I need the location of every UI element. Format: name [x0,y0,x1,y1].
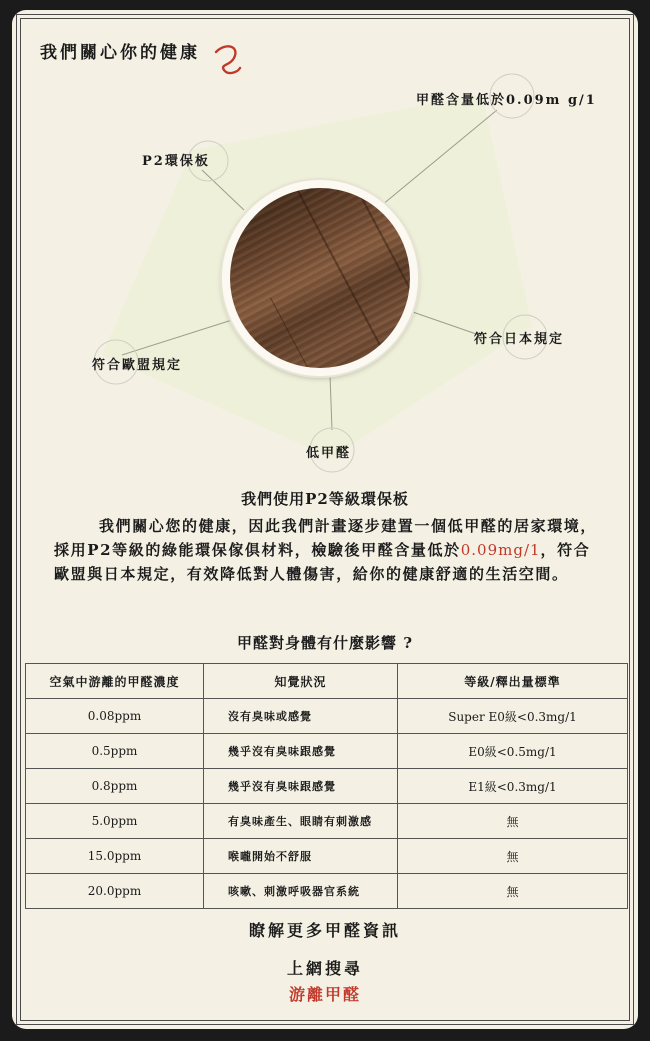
table-row [26,769,628,804]
header-perception: 知覺狀況 [204,664,398,699]
formaldehyde-table [25,663,627,909]
cell-perception: 喉嚨開始不舒服 [204,839,398,874]
cell-concentration: 5.0ppm [26,804,204,839]
cell-grade: E0級<0.5mg/1 [398,734,628,769]
cell-perception: 沒有臭味或感覺 [204,699,398,734]
table-row [26,734,628,769]
intro-text-b: ，符合歐盟與日本規定，有效降低對人體傷害，給你的健康舒適的生活空間。 [54,541,591,583]
cell-concentration: 0.08ppm [26,699,204,734]
more-info-heading: 瞭解更多甲醛資訊 [248,921,401,940]
cell-grade: E1級<0.3mg/1 [398,769,628,804]
cell-perception: 幾乎沒有臭味跟感覺 [204,734,398,769]
section-heading-effects: 甲醛對身體有什麼影響 ? [236,634,413,652]
wood-sample-icon [222,180,418,376]
cell-grade: 無 [398,839,628,874]
header-grade: 等級/釋出量標準 [398,664,628,699]
label-low-formaldehyde: 低甲醛 [306,446,352,461]
page-card [12,10,638,1029]
table-row [26,804,628,839]
label-p2-board: P2環保板 [142,154,210,169]
cell-concentration: 15.0ppm [26,839,204,874]
cell-grade: Super E0級<0.3mg/1 [398,699,628,734]
table-header-row [26,664,628,699]
label-japan-standard: 符合日本規定 [474,332,565,347]
label-eu-standard: 符合歐盟規定 [92,358,183,373]
cell-grade: 無 [398,804,628,839]
cell-concentration: 0.5ppm [26,734,204,769]
table-row [26,839,628,874]
cell-grade: 無 [398,874,628,909]
cell-concentration: 0.8ppm [26,769,204,804]
intro-text-a: 我們關心您的健康，因此我們計畫逐步建置一個低甲醛的居家環境，採用P2等級的綠能環保傢俱材料，檢驗後甲醛含量低於 [54,517,598,559]
header-concentration: 空氣中游離的甲醛濃度 [26,664,204,699]
intro-paragraph [54,514,598,586]
label-formaldehyde-content: 甲醛含量低於0.09m g/1 [416,93,597,108]
page-title: 我們關心你的健康 [40,43,200,63]
search-online-text: 上網搜尋 [286,959,363,978]
search-keyword-link[interactable]: 游離甲醛 [288,985,361,1004]
table-row [26,874,628,909]
cell-perception: 幾乎沒有臭味跟感覺 [204,769,398,804]
cell-perception: 咳嗽、刺激呼吸器官系統 [204,874,398,909]
table-row [26,699,628,734]
cell-perception: 有臭味產生、眼睛有刺激感 [204,804,398,839]
section-heading-p2: 我們使用P2等級環保板 [241,490,409,508]
cell-concentration: 20.0ppm [26,874,204,909]
formaldehyde-value-highlight: 0.09mg/1 [460,541,541,559]
